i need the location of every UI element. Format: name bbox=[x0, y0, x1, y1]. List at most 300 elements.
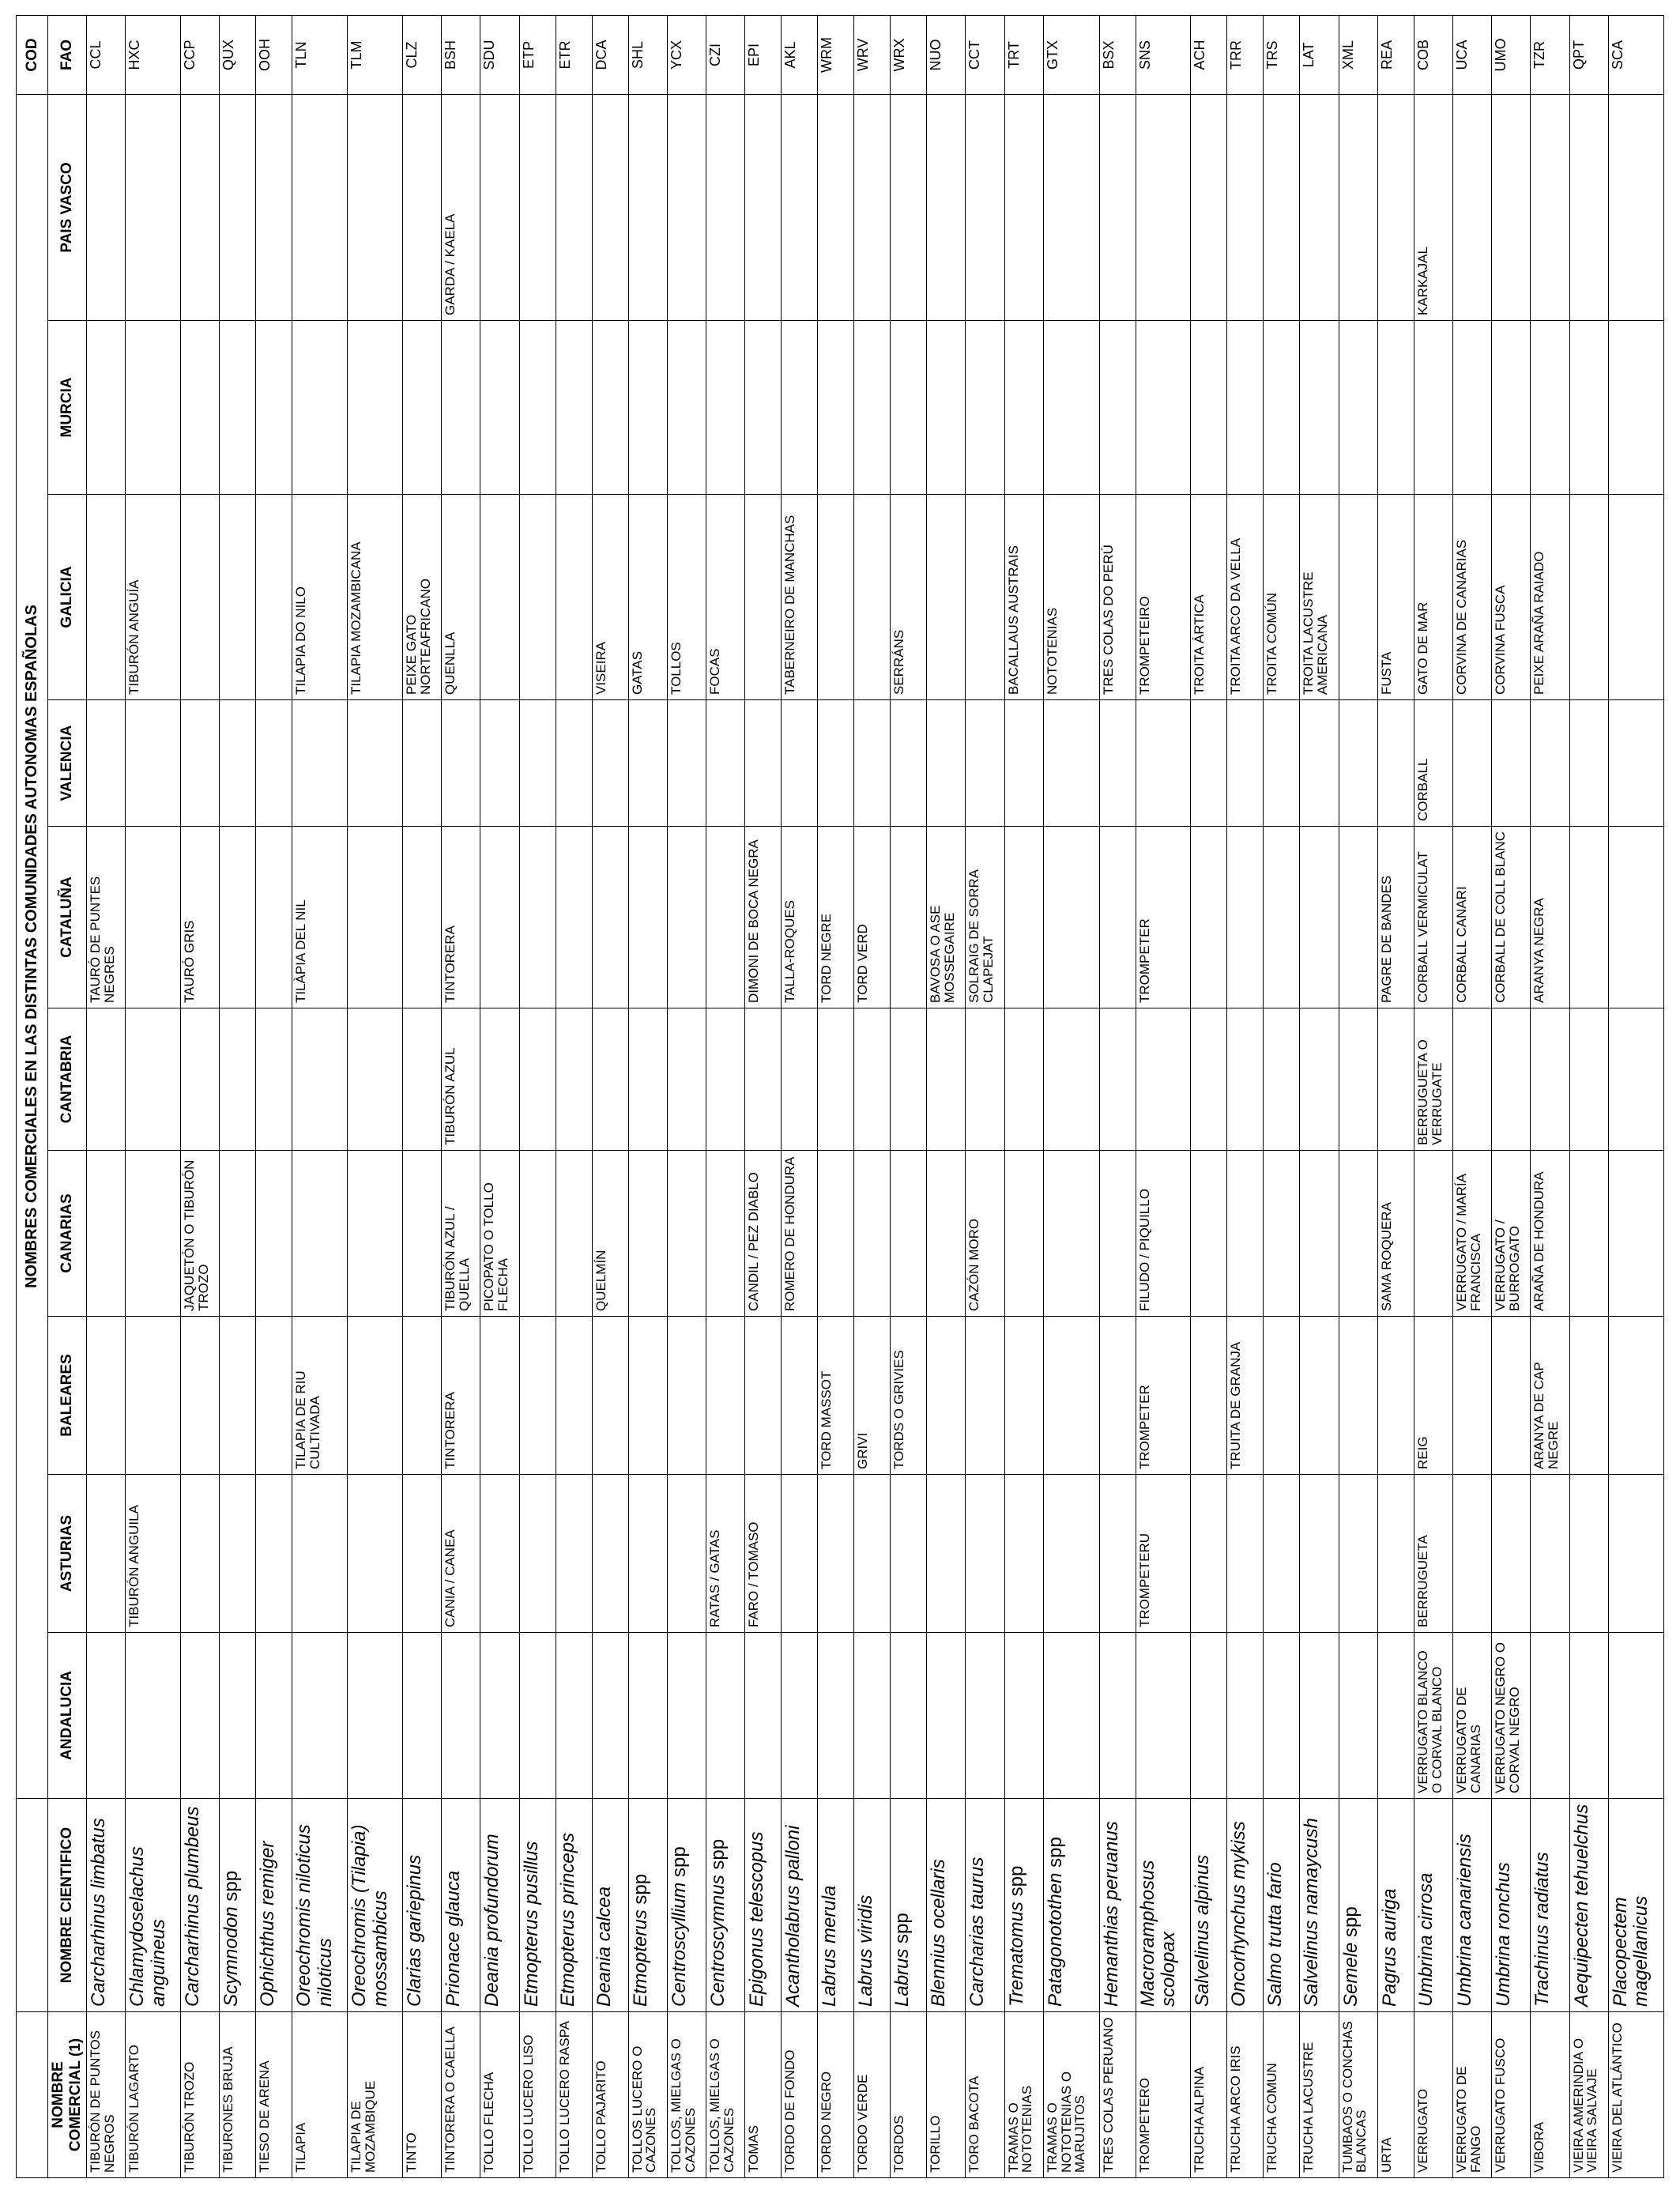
galicia-cell bbox=[1569, 495, 1608, 700]
valencia-cell bbox=[1264, 700, 1300, 827]
nombre-cientifico-cell bbox=[1136, 1799, 1191, 2012]
valencia-cell bbox=[1300, 700, 1339, 827]
table-row bbox=[348, 15, 403, 2177]
fao-code-cell: GTX bbox=[1043, 15, 1099, 94]
baleares-cell bbox=[403, 1317, 442, 1475]
nombre-cientifico-cell bbox=[592, 1799, 628, 2012]
fao-code-cell: CCL bbox=[87, 15, 126, 94]
table-row bbox=[1339, 15, 1377, 2177]
cantabria-cell bbox=[628, 1008, 667, 1151]
nombre-comercial-cell: TOLLO LUCERO LISO bbox=[519, 2012, 556, 2178]
nombre-comercial-cell: TIBURÓN TROZO bbox=[181, 2012, 220, 2178]
cantabria-cell bbox=[966, 1008, 1004, 1151]
cataluna-cell bbox=[628, 827, 667, 1008]
baleares-cell bbox=[556, 1317, 592, 1475]
valencia-cell bbox=[348, 700, 403, 827]
scientific-name: Centroscyllium bbox=[668, 1882, 690, 2007]
murcia-cell bbox=[403, 321, 442, 495]
scientific-name: Umbrina cirrosa bbox=[1414, 1872, 1437, 2007]
canarias-cell: SAMA ROQUERA bbox=[1377, 1151, 1414, 1317]
baleares-cell bbox=[1043, 1317, 1099, 1475]
nombre-comercial-cell: TORILLO bbox=[927, 2012, 966, 2178]
andalucia-cell bbox=[1377, 1633, 1414, 1799]
fao-code-cell: SNS bbox=[1136, 15, 1191, 94]
pais-vasco-cell bbox=[1300, 94, 1339, 320]
canarias-cell: QUELMÍN bbox=[592, 1151, 628, 1317]
nombre-cientifico-cell bbox=[1264, 1799, 1300, 2012]
andalucia-cell: VERRUGATO NEGRO O CORVAL NEGRO bbox=[1492, 1633, 1531, 1799]
canarias-cell bbox=[1227, 1151, 1264, 1317]
asturias-cell bbox=[1099, 1475, 1136, 1633]
asturias-cell bbox=[87, 1475, 126, 1633]
fao-code-cell: CLZ bbox=[403, 15, 442, 94]
valencia-cell bbox=[442, 700, 480, 827]
nombre-comercial-cell: TILAPIA DE MOZAMBIQUE bbox=[348, 2012, 403, 2178]
murcia-cell bbox=[1492, 321, 1531, 495]
nombre-comercial-cell: VIEIRA DEL ATLÁNTICO bbox=[1608, 2012, 1663, 2178]
asturias-cell bbox=[519, 1475, 556, 1633]
baleares-cell: TINTORERA bbox=[442, 1317, 480, 1475]
cantabria-cell bbox=[1452, 1008, 1491, 1151]
col-header: NOMBRE COMERCIAL (1) bbox=[48, 2012, 87, 2178]
nombre-cientifico-cell bbox=[706, 1799, 745, 2012]
murcia-cell bbox=[818, 321, 854, 495]
scientific-name: Deania profundorum bbox=[481, 1834, 503, 2007]
table-row bbox=[628, 15, 667, 2177]
galicia-cell: GATAS bbox=[628, 495, 667, 700]
scientific-name: Scymnodon bbox=[220, 1906, 243, 2007]
baleares-cell bbox=[1492, 1317, 1531, 1475]
murcia-cell bbox=[292, 321, 348, 495]
fao-code-cell: QPT bbox=[1569, 15, 1608, 94]
nombre-cientifico-cell bbox=[181, 1799, 220, 2012]
nombre-cientifico-cell bbox=[966, 1799, 1004, 2012]
table-row bbox=[1569, 15, 1608, 2177]
baleares-cell bbox=[519, 1317, 556, 1475]
murcia-cell bbox=[1099, 321, 1136, 495]
galicia-cell bbox=[519, 495, 556, 700]
cataluna-cell: TALLA-ROQUES bbox=[782, 827, 818, 1008]
galicia-cell: CORVINA DE CANARIAS bbox=[1452, 495, 1491, 700]
canarias-cell bbox=[1300, 1151, 1339, 1317]
table-row bbox=[854, 15, 891, 2177]
fao-code-cell: EPI bbox=[745, 15, 782, 94]
nombre-comercial-cell: TOLLOS, MIELGAS O CAZONES bbox=[706, 2012, 745, 2178]
galicia-cell bbox=[87, 495, 126, 700]
baleares-cell bbox=[1264, 1317, 1300, 1475]
pais-vasco-cell bbox=[87, 94, 126, 320]
pais-vasco-cell bbox=[1227, 94, 1264, 320]
nombre-cientifico-cell bbox=[292, 1799, 348, 2012]
fao-code-cell: AKL bbox=[782, 15, 818, 94]
nombre-comercial-cell: TOLLO PAJARITO bbox=[592, 2012, 628, 2178]
table-row bbox=[181, 15, 220, 2177]
galicia-cell: VISEIRA bbox=[592, 495, 628, 700]
murcia-cell bbox=[1191, 321, 1227, 495]
pais-vasco-cell bbox=[628, 94, 667, 320]
canarias-cell bbox=[628, 1151, 667, 1317]
andalucia-cell bbox=[256, 1633, 292, 1799]
asturias-cell bbox=[1191, 1475, 1227, 1633]
fao-code-cell: SCA bbox=[1608, 15, 1663, 94]
fao-code-cell: CCP bbox=[181, 15, 220, 94]
valencia-cell bbox=[1377, 700, 1414, 827]
fao-code-cell: ETR bbox=[556, 15, 592, 94]
table-row bbox=[706, 15, 745, 2177]
valencia-cell bbox=[667, 700, 706, 827]
fao-code-cell: YCX bbox=[667, 15, 706, 94]
nombre-comercial-cell: TIBURÓN LAGARTO bbox=[126, 2012, 181, 2178]
cataluna-cell: BAVOSA O ASE MOSSEGAIRE bbox=[927, 827, 966, 1008]
cataluna-cell: CORBALL VERMICULAT bbox=[1414, 827, 1452, 1008]
andalucia-cell bbox=[1569, 1633, 1608, 1799]
nombre-cientifico-cell bbox=[745, 1799, 782, 2012]
canarias-cell bbox=[1043, 1151, 1099, 1317]
table-row bbox=[87, 15, 126, 2177]
scientific-name: Oncorhynchus mykiss bbox=[1228, 1821, 1250, 2007]
baleares-cell bbox=[628, 1317, 667, 1475]
cataluna-cell bbox=[126, 827, 181, 1008]
fao-code-cell: SDU bbox=[480, 15, 519, 94]
table-row bbox=[818, 15, 854, 2177]
pais-vasco-cell bbox=[1531, 94, 1569, 320]
nombre-comercial-cell: TOLLO FLECHA bbox=[480, 2012, 519, 2178]
nombre-comercial-cell: TIBURONES BRUJA bbox=[220, 2012, 256, 2178]
canarias-cell: CAZÓN MORO bbox=[966, 1151, 1004, 1317]
scientific-name: Ophichthus remiger bbox=[257, 1841, 279, 2007]
baleares-cell: REIG bbox=[1414, 1317, 1452, 1475]
baleares-cell: TROMPETER bbox=[1136, 1317, 1191, 1475]
canarias-cell bbox=[854, 1151, 891, 1317]
fao-code-cell: TZR bbox=[1531, 15, 1569, 94]
cataluna-cell bbox=[1043, 827, 1099, 1008]
andalucia-cell bbox=[556, 1633, 592, 1799]
pais-vasco-cell bbox=[220, 94, 256, 320]
nombre-comercial-cell: VERRUGATO DE FANGO bbox=[1452, 2012, 1491, 2178]
nombre-comercial-cell: TINTORERA O CAELLA bbox=[442, 2012, 480, 2178]
andalucia-cell bbox=[854, 1633, 891, 1799]
asturias-cell: FARO / TOMASO bbox=[745, 1475, 782, 1633]
valencia-cell bbox=[256, 700, 292, 827]
cantabria-cell bbox=[592, 1008, 628, 1151]
cataluna-cell: TROMPETER bbox=[1136, 827, 1191, 1008]
cantabria-cell bbox=[667, 1008, 706, 1151]
murcia-cell bbox=[442, 321, 480, 495]
pais-vasco-cell bbox=[854, 94, 891, 320]
nombre-cientifico-cell bbox=[1569, 1799, 1608, 2012]
murcia-cell bbox=[782, 321, 818, 495]
murcia-cell bbox=[181, 321, 220, 495]
col-header: CANARIAS bbox=[48, 1151, 87, 1317]
table-row bbox=[519, 15, 556, 2177]
canarias-cell: PICOPATO O TOLLO FLECHA bbox=[480, 1151, 519, 1317]
scientific-name: Trachinus radiatus bbox=[1531, 1852, 1554, 2007]
table-row bbox=[1136, 15, 1191, 2177]
asturias-cell bbox=[966, 1475, 1004, 1633]
baleares-cell: ARANYA DE CAP NEGRE bbox=[1531, 1317, 1569, 1475]
asturias-cell bbox=[667, 1475, 706, 1633]
galicia-cell: QUENLLA bbox=[442, 495, 480, 700]
murcia-cell bbox=[480, 321, 519, 495]
canarias-cell bbox=[891, 1151, 927, 1317]
baleares-cell bbox=[1377, 1317, 1414, 1475]
scientific-name: Salvelinus alpinus bbox=[1192, 1854, 1214, 2007]
cataluna-cell: TILÀPIA DEL NIL bbox=[292, 827, 348, 1008]
andalucia-cell bbox=[1191, 1633, 1227, 1799]
table-row bbox=[1227, 15, 1264, 2177]
andalucia-cell bbox=[1339, 1633, 1377, 1799]
scientific-name: Pagrus auriga bbox=[1378, 1888, 1400, 2007]
pais-vasco-cell bbox=[818, 94, 854, 320]
fao-code-cell: BSX bbox=[1099, 15, 1136, 94]
fao-code-cell: DCA bbox=[592, 15, 628, 94]
murcia-cell bbox=[1339, 321, 1377, 495]
table-row bbox=[1452, 15, 1491, 2177]
murcia-cell bbox=[220, 321, 256, 495]
scientific-name: Aequipecten tehuelchus bbox=[1570, 1804, 1592, 2007]
asturias-cell bbox=[1264, 1475, 1300, 1633]
pais-vasco-cell: KARKAJAL bbox=[1414, 94, 1452, 320]
baleares-cell bbox=[592, 1317, 628, 1475]
fao-code-cell: SHL bbox=[628, 15, 667, 94]
baleares-cell bbox=[1569, 1317, 1608, 1475]
asturias-cell bbox=[220, 1475, 256, 1633]
cataluna-cell bbox=[556, 827, 592, 1008]
canarias-cell bbox=[348, 1151, 403, 1317]
baleares-cell bbox=[126, 1317, 181, 1475]
nombre-comercial-cell: TOLLO LUCERO RASPA bbox=[556, 2012, 592, 2178]
andalucia-cell bbox=[220, 1633, 256, 1799]
baleares-cell: GRIVI bbox=[854, 1317, 891, 1475]
baleares-cell bbox=[706, 1317, 745, 1475]
valencia-cell bbox=[891, 700, 927, 827]
col-header: VALENCIA bbox=[48, 700, 87, 827]
valencia-cell: CORBALL bbox=[1414, 700, 1452, 827]
pais-vasco-cell bbox=[1191, 94, 1227, 320]
baleares-cell bbox=[480, 1317, 519, 1475]
spp-suffix: spp bbox=[220, 1870, 243, 1902]
nombre-cientifico-cell bbox=[442, 1799, 480, 2012]
murcia-cell bbox=[1414, 321, 1452, 495]
pais-vasco-cell bbox=[1339, 94, 1377, 320]
fao-code-cell: OOH bbox=[256, 15, 292, 94]
baleares-cell: TORDS O GRIVIES bbox=[891, 1317, 927, 1475]
scientific-name: Placopectem magellanicus bbox=[1609, 1895, 1652, 2007]
species-names-table bbox=[16, 15, 1664, 2178]
nombre-comercial-cell: TRUCHA COMUN bbox=[1264, 2012, 1300, 2178]
nombre-comercial-cell: URTA bbox=[1377, 2012, 1414, 2178]
asturias-cell: CANIA / CANEA bbox=[442, 1475, 480, 1633]
valencia-cell bbox=[1099, 700, 1136, 827]
valencia-cell bbox=[126, 700, 181, 827]
valencia-cell bbox=[403, 700, 442, 827]
baleares-cell bbox=[256, 1317, 292, 1475]
valencia-cell bbox=[220, 700, 256, 827]
andalucia-cell bbox=[1531, 1633, 1569, 1799]
nombre-cientifico-cell bbox=[220, 1799, 256, 2012]
baleares-cell bbox=[966, 1317, 1004, 1475]
valencia-cell bbox=[966, 700, 1004, 827]
baleares-cell bbox=[1004, 1317, 1043, 1475]
pais-vasco-cell bbox=[1569, 94, 1608, 320]
canarias-cell bbox=[1099, 1151, 1136, 1317]
canarias-cell bbox=[1608, 1151, 1663, 1317]
cantabria-cell: BERRUGUETA O VERRUGATE bbox=[1414, 1008, 1452, 1151]
valencia-cell bbox=[1136, 700, 1191, 827]
canarias-cell bbox=[1004, 1151, 1043, 1317]
pais-vasco-cell bbox=[1264, 94, 1300, 320]
pais-vasco-cell bbox=[403, 94, 442, 320]
galicia-cell: PEIXE ARAÑA RAIADO bbox=[1531, 495, 1569, 700]
scientific-name: Etmopterus pusillus bbox=[520, 1841, 542, 2007]
nombre-cientifico-cell bbox=[1531, 1799, 1569, 2012]
pais-vasco-cell bbox=[348, 94, 403, 320]
canarias-cell bbox=[1414, 1151, 1452, 1317]
scientific-name: Prionace glauca bbox=[443, 1870, 465, 2007]
murcia-cell bbox=[966, 321, 1004, 495]
cataluna-cell: SOLRAIG DE SORRA CLAPEJAT bbox=[966, 827, 1004, 1008]
galicia-cell: SERRÁNS bbox=[891, 495, 927, 700]
table-row bbox=[1099, 15, 1136, 2177]
andalucia-cell bbox=[1227, 1633, 1264, 1799]
col-header: PAIS VASCO bbox=[48, 94, 87, 320]
scientific-name: Salvelinus namaycush bbox=[1301, 1818, 1323, 2007]
fao-code-cell: ACH bbox=[1191, 15, 1227, 94]
cantabria-cell bbox=[891, 1008, 927, 1151]
nombre-cientifico-cell bbox=[818, 1799, 854, 2012]
column-header-row bbox=[48, 15, 87, 2177]
scientific-name: Labrus merula bbox=[819, 1885, 841, 2007]
murcia-cell bbox=[87, 321, 126, 495]
canarias-cell: FILUDO / PIQUILLO bbox=[1136, 1151, 1191, 1317]
valencia-cell bbox=[1339, 700, 1377, 827]
galicia-cell: GATO DE MAR bbox=[1414, 495, 1452, 700]
asturias-cell bbox=[348, 1475, 403, 1633]
murcia-cell bbox=[667, 321, 706, 495]
cataluna-cell: TORD NEGRE bbox=[818, 827, 854, 1008]
valencia-cell bbox=[782, 700, 818, 827]
cataluna-cell: TAURÓ DE PUNTES NEGRES bbox=[87, 827, 126, 1008]
canarias-cell bbox=[519, 1151, 556, 1317]
murcia-cell bbox=[745, 321, 782, 495]
pais-vasco-cell bbox=[1136, 94, 1191, 320]
murcia-cell bbox=[1452, 321, 1491, 495]
pais-vasco-cell bbox=[782, 94, 818, 320]
asturias-cell bbox=[1377, 1475, 1414, 1633]
group-header: NOMBRES COMERCIALES EN LAS DISTINTAS COMUNIDADES AUTONOMAS ESPAÑOLAS bbox=[17, 94, 48, 1798]
galicia-cell: TOLLOS bbox=[667, 495, 706, 700]
valencia-cell bbox=[292, 700, 348, 827]
canarias-cell bbox=[927, 1151, 966, 1317]
cataluna-cell bbox=[1339, 827, 1377, 1008]
cataluna-cell bbox=[667, 827, 706, 1008]
murcia-cell bbox=[628, 321, 667, 495]
asturias-cell bbox=[891, 1475, 927, 1633]
galicia-cell bbox=[745, 495, 782, 700]
asturias-cell bbox=[480, 1475, 519, 1633]
andalucia-cell bbox=[1264, 1633, 1300, 1799]
andalucia-cell bbox=[348, 1633, 403, 1799]
asturias-cell bbox=[1452, 1475, 1491, 1633]
spp-suffix: spp bbox=[1005, 1865, 1027, 1897]
cantabria-cell bbox=[87, 1008, 126, 1151]
scientific-name: Epigonus telescopus bbox=[746, 1831, 768, 2007]
nombre-cientifico-cell bbox=[87, 1799, 126, 2012]
murcia-cell bbox=[1569, 321, 1608, 495]
blank-header-cell bbox=[17, 1799, 48, 2012]
canarias-cell bbox=[818, 1151, 854, 1317]
cantabria-cell bbox=[348, 1008, 403, 1151]
canarias-cell bbox=[667, 1151, 706, 1317]
pais-vasco-cell: GARDA / KAELA bbox=[442, 94, 480, 320]
cantabria-cell bbox=[1569, 1008, 1608, 1151]
baleares-cell bbox=[1452, 1317, 1491, 1475]
nombre-comercial-cell: TORDO DE FONDO bbox=[782, 2012, 818, 2178]
galicia-cell: TROMPETEIRO bbox=[1136, 495, 1191, 700]
andalucia-cell bbox=[745, 1633, 782, 1799]
scientific-name: Blennius ocellaris bbox=[928, 1859, 950, 2007]
cantabria-cell bbox=[556, 1008, 592, 1151]
spp-suffix: spp bbox=[1339, 1906, 1362, 1937]
nombre-comercial-cell: VIEIRA AMERINDIA O VIEIRA SALVAJE bbox=[1569, 2012, 1608, 2178]
galicia-cell bbox=[1339, 495, 1377, 700]
scientific-name: Oreochromis niloticus niloticus bbox=[293, 1824, 336, 2007]
table-row bbox=[1264, 15, 1300, 2177]
table-row bbox=[966, 15, 1004, 2177]
fao-code-cell: TLM bbox=[348, 15, 403, 94]
pais-vasco-cell bbox=[706, 94, 745, 320]
nombre-comercial-cell: TUMBAOS O CONCHAS BLANCAS bbox=[1339, 2012, 1377, 2178]
andalucia-cell bbox=[818, 1633, 854, 1799]
nombre-cientifico-cell bbox=[1004, 1799, 1043, 2012]
cataluna-cell bbox=[348, 827, 403, 1008]
asturias-cell: BERRUGUETA bbox=[1414, 1475, 1452, 1633]
nombre-cientifico-cell bbox=[667, 1799, 706, 2012]
scientific-name: Macroramphosus scolopax bbox=[1136, 1860, 1179, 2007]
scientific-name: Oreochromis (Tilapia) mossambicus bbox=[348, 1824, 391, 2007]
table-row bbox=[927, 15, 966, 2177]
pais-vasco-cell bbox=[1377, 94, 1414, 320]
table-row bbox=[1004, 15, 1043, 2177]
valencia-cell bbox=[1531, 700, 1569, 827]
baleares-cell bbox=[782, 1317, 818, 1475]
cataluna-cell bbox=[256, 827, 292, 1008]
valencia-cell bbox=[519, 700, 556, 827]
nombre-cientifico-cell bbox=[628, 1799, 667, 2012]
canarias-cell bbox=[256, 1151, 292, 1317]
nombre-comercial-cell: TOLLOS, MIELGAS O CAZONES bbox=[667, 2012, 706, 2178]
table-row bbox=[1608, 15, 1663, 2177]
nombre-cientifico-cell bbox=[480, 1799, 519, 2012]
nombre-cientifico-cell bbox=[1191, 1799, 1227, 2012]
table-row bbox=[403, 15, 442, 2177]
pais-vasco-cell bbox=[891, 94, 927, 320]
cantabria-cell bbox=[745, 1008, 782, 1151]
scientific-name: Carcharhinus plumbeus bbox=[182, 1806, 204, 2007]
canarias-cell bbox=[1264, 1151, 1300, 1317]
cantabria-cell bbox=[1339, 1008, 1377, 1151]
asturias-cell bbox=[403, 1475, 442, 1633]
nombre-comercial-cell: TIBURÓN DE PUNTOS NEGROS bbox=[87, 2012, 126, 2178]
asturias-cell bbox=[292, 1475, 348, 1633]
baleares-cell bbox=[1339, 1317, 1377, 1475]
galicia-cell bbox=[966, 495, 1004, 700]
asturias-cell bbox=[818, 1475, 854, 1633]
andalucia-cell bbox=[1099, 1633, 1136, 1799]
fao-code-cell: COB bbox=[1414, 15, 1452, 94]
nombre-cientifico-cell bbox=[1608, 1799, 1663, 2012]
cantabria-cell bbox=[854, 1008, 891, 1151]
